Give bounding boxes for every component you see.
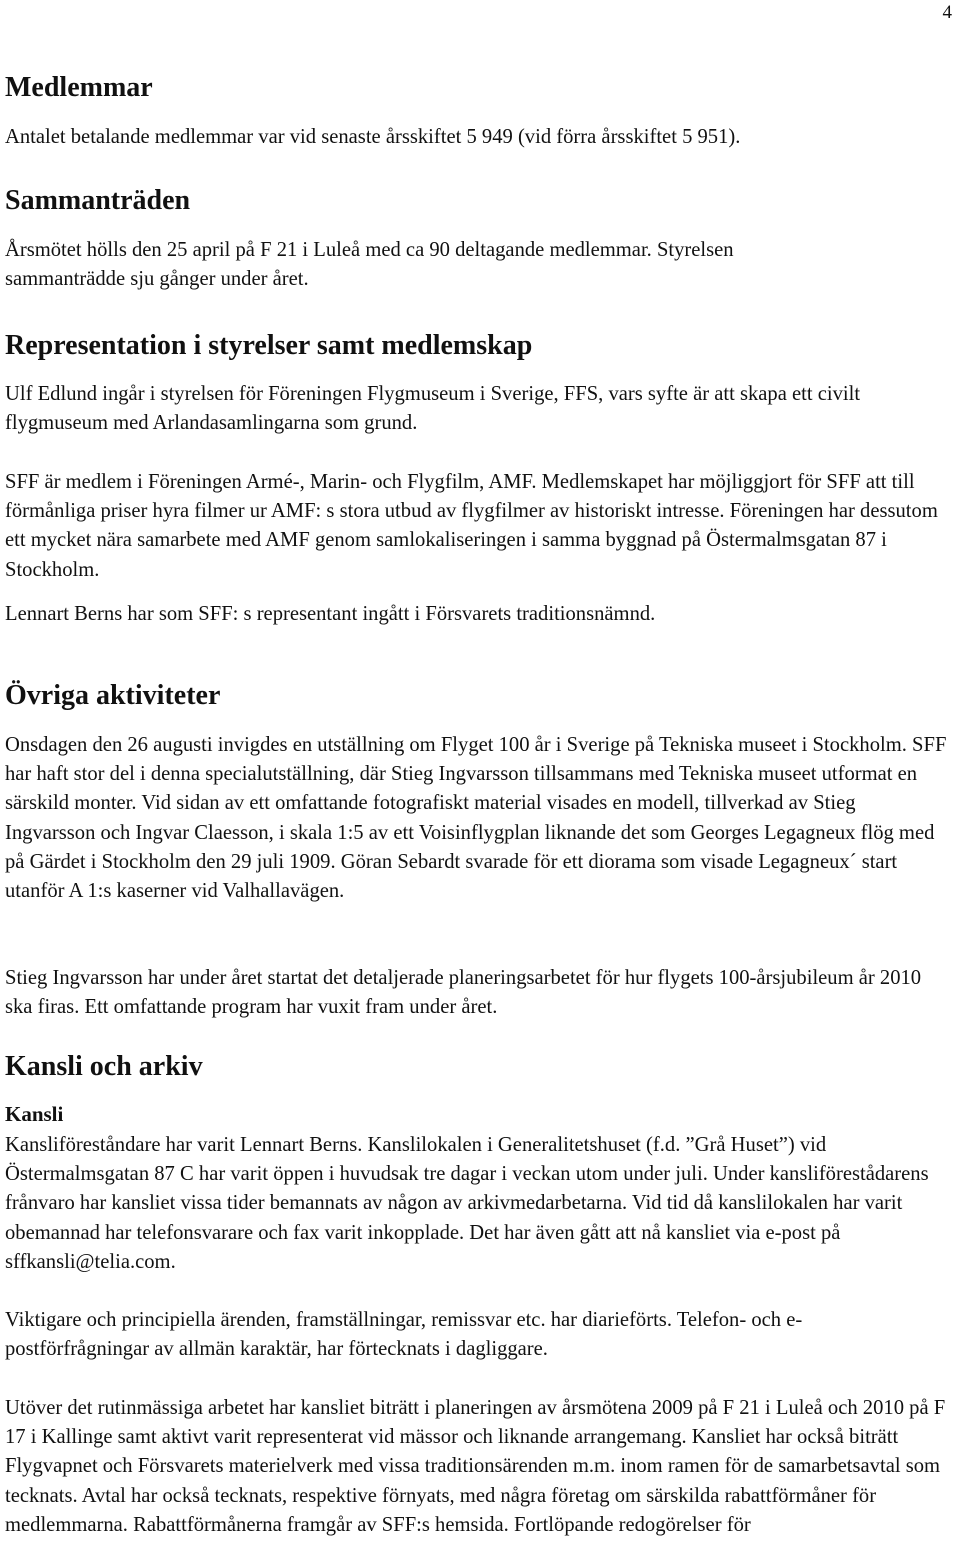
- heading-medlemmar: Medlemmar: [5, 72, 153, 103]
- medlemmar-text: Antalet betalande medlemmar var vid senaste årsskiftet 5 949 (vid förra årsskiftet 5 951).: [5, 126, 741, 148]
- subheading-kansli: Kansli: [5, 1102, 64, 1126]
- representation-p1: Ulf Edlund ingår i styrelsen för Föreningen Flygmuseum i Sverige, FFS, vars syfte är att skapa ett civilt flygmuseum med Arlandasamlingarna som grund.: [5, 383, 861, 435]
- ovriga-p1: Onsdagen den 26 augusti invigdes en utställning om Flyget 100 år i Sverige på Tekniska museet i Stockholm. SFF har haft stor del i denna specialutställning, där Stieg Ingvarsson tillsammans med Tekniska museet utformat en särskild monter. Vid sidan av ett omfattande fotografiskt material visades en modell, tillverkad av Stieg Ingvarsson och Ingvar Claesson, i skala 1:5 av ett Voisinflygplan liknande det som Georges Legagneux flög med på Gärdet i Stockholm den 29 juli 1909. Göran Sebardt svarade för ett diorama som visade Legagneux´ start utanför A 1:s kaserner vid Valhallavägen.: [5, 734, 947, 903]
- sammantraden-text: Årsmötet hölls den 25 april på F 21 i Luleå med ca 90 deltagande medlemmar. Styrelsen sammanträdde sju gånger under året.: [5, 239, 734, 291]
- heading-kansli-och-arkiv: Kansli och arkiv: [5, 1051, 203, 1082]
- heading-ovriga-aktiviteter: Övriga aktiviteter: [5, 680, 221, 711]
- heading-representation: Representation i styrelser samt medlemskap: [5, 330, 533, 361]
- representation-p2: SFF är medlem i Föreningen Armé-, Marin- och Flygfilm, AMF. Medlemskapet har möjliggjort för SFF att till förmånliga priser hyra filmer ur AMF: s stora utbud av flygfilmer av historiskt intresse. Föreningen har dessutom ett mycket nära samarbete med AMF genom samlokaliseringen i samma byggnad på Östermalmsgatan 87 i Stockholm.: [5, 471, 938, 581]
- ovriga-p2: Stieg Ingvarsson har under året startat det detaljerade planeringsarbetet för hur flygets 100-årsjubileum år 2010 ska firas. Ett omfattande program har vuxit fram under året.: [5, 967, 922, 1019]
- page-number: 4: [942, 2, 952, 23]
- representation-p3: Lennart Berns har som SFF: s representant ingått i Försvarets traditionsnämnd.: [5, 603, 656, 625]
- kansli-p2: Viktigare och principiella ärenden, framställningar, remissvar etc. har diarieförts. Telefon- och e-postförfrågningar av allmän karaktär, har förtecknats i dagliggare.: [5, 1309, 803, 1361]
- kansli-p3: Utöver det rutinmässiga arbetet har kansliet biträtt i planeringen av årsmötena 2009 på F 21 i Luleå och 2010 på F 17 i Kallinge samt aktivt varit representerat vid mässor och liknande arrangemang. Kansliet har också biträtt Flygvapnet och Försvarets materielverk med vissa traditionsärenden m.m. inom ramen för de samarbetsavtal som tecknats. Avtal har också tecknats, respektive förnyats, med några företag om särskilda rabattförmåner för medlemmarna. Rabattförmånerna framgår av SFF:s hemsida. Fortlöpande redogörelser för: [5, 1397, 946, 1536]
- kansli-p1: Kansliföreståndare har varit Lennart Berns. Kanslilokalen i Generalitetshuset (f.d. ”Grå Huset”) vid Östermalmsgatan 87 C har varit öppen i huvudsak tre dagar i veckan utom under juli. Under kansliförestådarens frånvaro har kansliet vissa tider bemannats av någon av arkivmedarbetarna. Vid tid då kanslilokalen har varit obemannad har telefonsvarare och fax varit inkopplade. Det har även gått att nå kansliet via e-post på sffkansli@telia.com.: [5, 1134, 929, 1273]
- heading-sammantraden: Sammanträden: [5, 185, 191, 216]
